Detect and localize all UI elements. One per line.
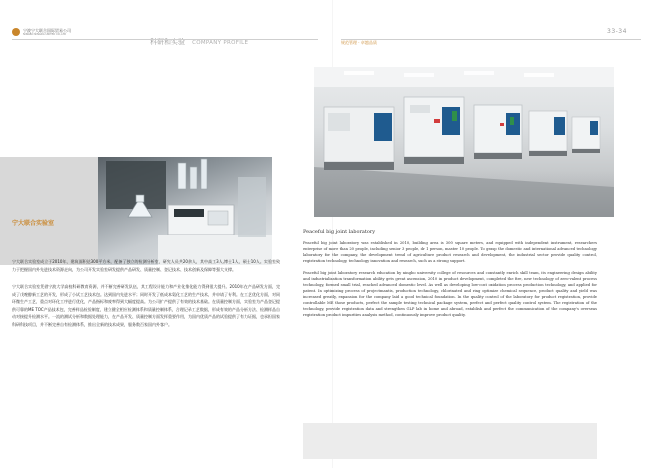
left-paragraph-2: 宁大联合实验室凭借宁波大学高校科研教育资源，并不断完善研发队伍，其工程设计能力和产业化推化能力得到很大提升。2010年在产品研发方面，完成了戊唑醇新工艺的开发，形成了小试工艺技术包。达到国内先进水平；同时开发了低成本氨化工艺的生产技术，并申请了专利。在工艺优化方面，对同环微生产工艺，重点对环化工序进行优化，产品指标和废率得到大幅度提高。为公司扩产提供了有效的技术基础。在质量控制方面，实验室为产品登记提供可靠的ME TOC产品技术包，完善样品检验制度，建立健全相应检测体系和质量控制体系，合理记录工艺数据，形成有效的产品分析方法、检测样品自动对接提升检测水平。一流的测试分析和数据处理能力，在产品开发、质量控制方面发挥重要作用，为国内优质产品的试验提供了有力证据，也承担国家科研科技项目，并不断完善自有检测体系，推出全新的技术成果，服务数百家国内外客户。 bbox=[12, 284, 280, 327]
footer-gray-box bbox=[303, 423, 597, 459]
right-paragraph-1: Peaceful big joint laboratory was established in 2010, building area is 300 square meters, and equipped with independent instrument, researchers enterprise of more than 20 people, including senior 3 people, dr 1 person, master 10 people. To grasp the domestic and international advanced technology laboratory for the company, the development trend of agriculture product research and development, the industrial sector provide quality control, registration technology, technology innovation and research, such as a strong support. bbox=[303, 241, 597, 263]
company-logo bbox=[12, 28, 71, 36]
logo-text bbox=[23, 28, 71, 36]
left-page bbox=[0, 0, 332, 468]
left-body-text bbox=[12, 258, 280, 338]
right-paragraph-2: Peaceful big joint laboratory research education by ningbo university college of resources and constantly enrich skill team, its engineering design ability and industrialization transformation ability gets great ascension, 2010 in product development, completed the fire, new technology of zero-valent process technology, formed small trial, reached advanced domestic level. As well as developing low-cost oxidation process production technology, and applied for patent. In optimizing process of projectmantis, production technology, chlorinated and ring optimize chemical sequence, product quality and yield was increased greatly, expansion for the company laid a good technical foundation. In the quality control of the laboratory for product registration, provide controllable ME those products, perfect the sample testing technical package system, perfect and perfect quality control system. The registration of the technology, provide registration data and strengthen GLP lab in home and abroad, establish and perfect the communication of the company's overseas registration product impurities analysis method, continuously improve product quality. bbox=[303, 271, 597, 317]
section-title-cn: 科研和实验 bbox=[150, 38, 185, 46]
page-numbers: 33-34 bbox=[607, 28, 627, 35]
lab-name-panel bbox=[0, 157, 98, 265]
caption-title: Peaceful big joint laboratory bbox=[303, 229, 376, 235]
logo-cn: 宁波宁大联合国际贸易公司 bbox=[23, 28, 71, 33]
right-body-text bbox=[303, 240, 597, 324]
logo-en: NINGBO NINGDA UNITED CO.,LTD bbox=[23, 33, 67, 36]
header-divider bbox=[12, 39, 318, 40]
lab-photo bbox=[98, 157, 272, 265]
factory-photo bbox=[314, 67, 614, 217]
logo-mark-icon bbox=[12, 28, 20, 36]
left-paragraph-1: 宁大联合实验室成立于2010年，建筑面积达300平方米，配备了独立的检测分析室，研究人员共20余人，其中高工3人,博士1人、硕士10人。实验室致力于把握国内外先进技术资源走向，为公司开发实验室研发提供产品研发、质量控制、登记技术、技术创新及保障等强大支撑。 bbox=[12, 259, 280, 272]
header-divider-right bbox=[341, 39, 641, 40]
right-page bbox=[303, 0, 665, 468]
section-title-en: COMPANY PROFILE bbox=[192, 40, 249, 46]
lab-name: 宁大联合实验室 bbox=[12, 220, 55, 227]
header-tag: 规范管理 · 卓越品质 bbox=[341, 40, 377, 45]
